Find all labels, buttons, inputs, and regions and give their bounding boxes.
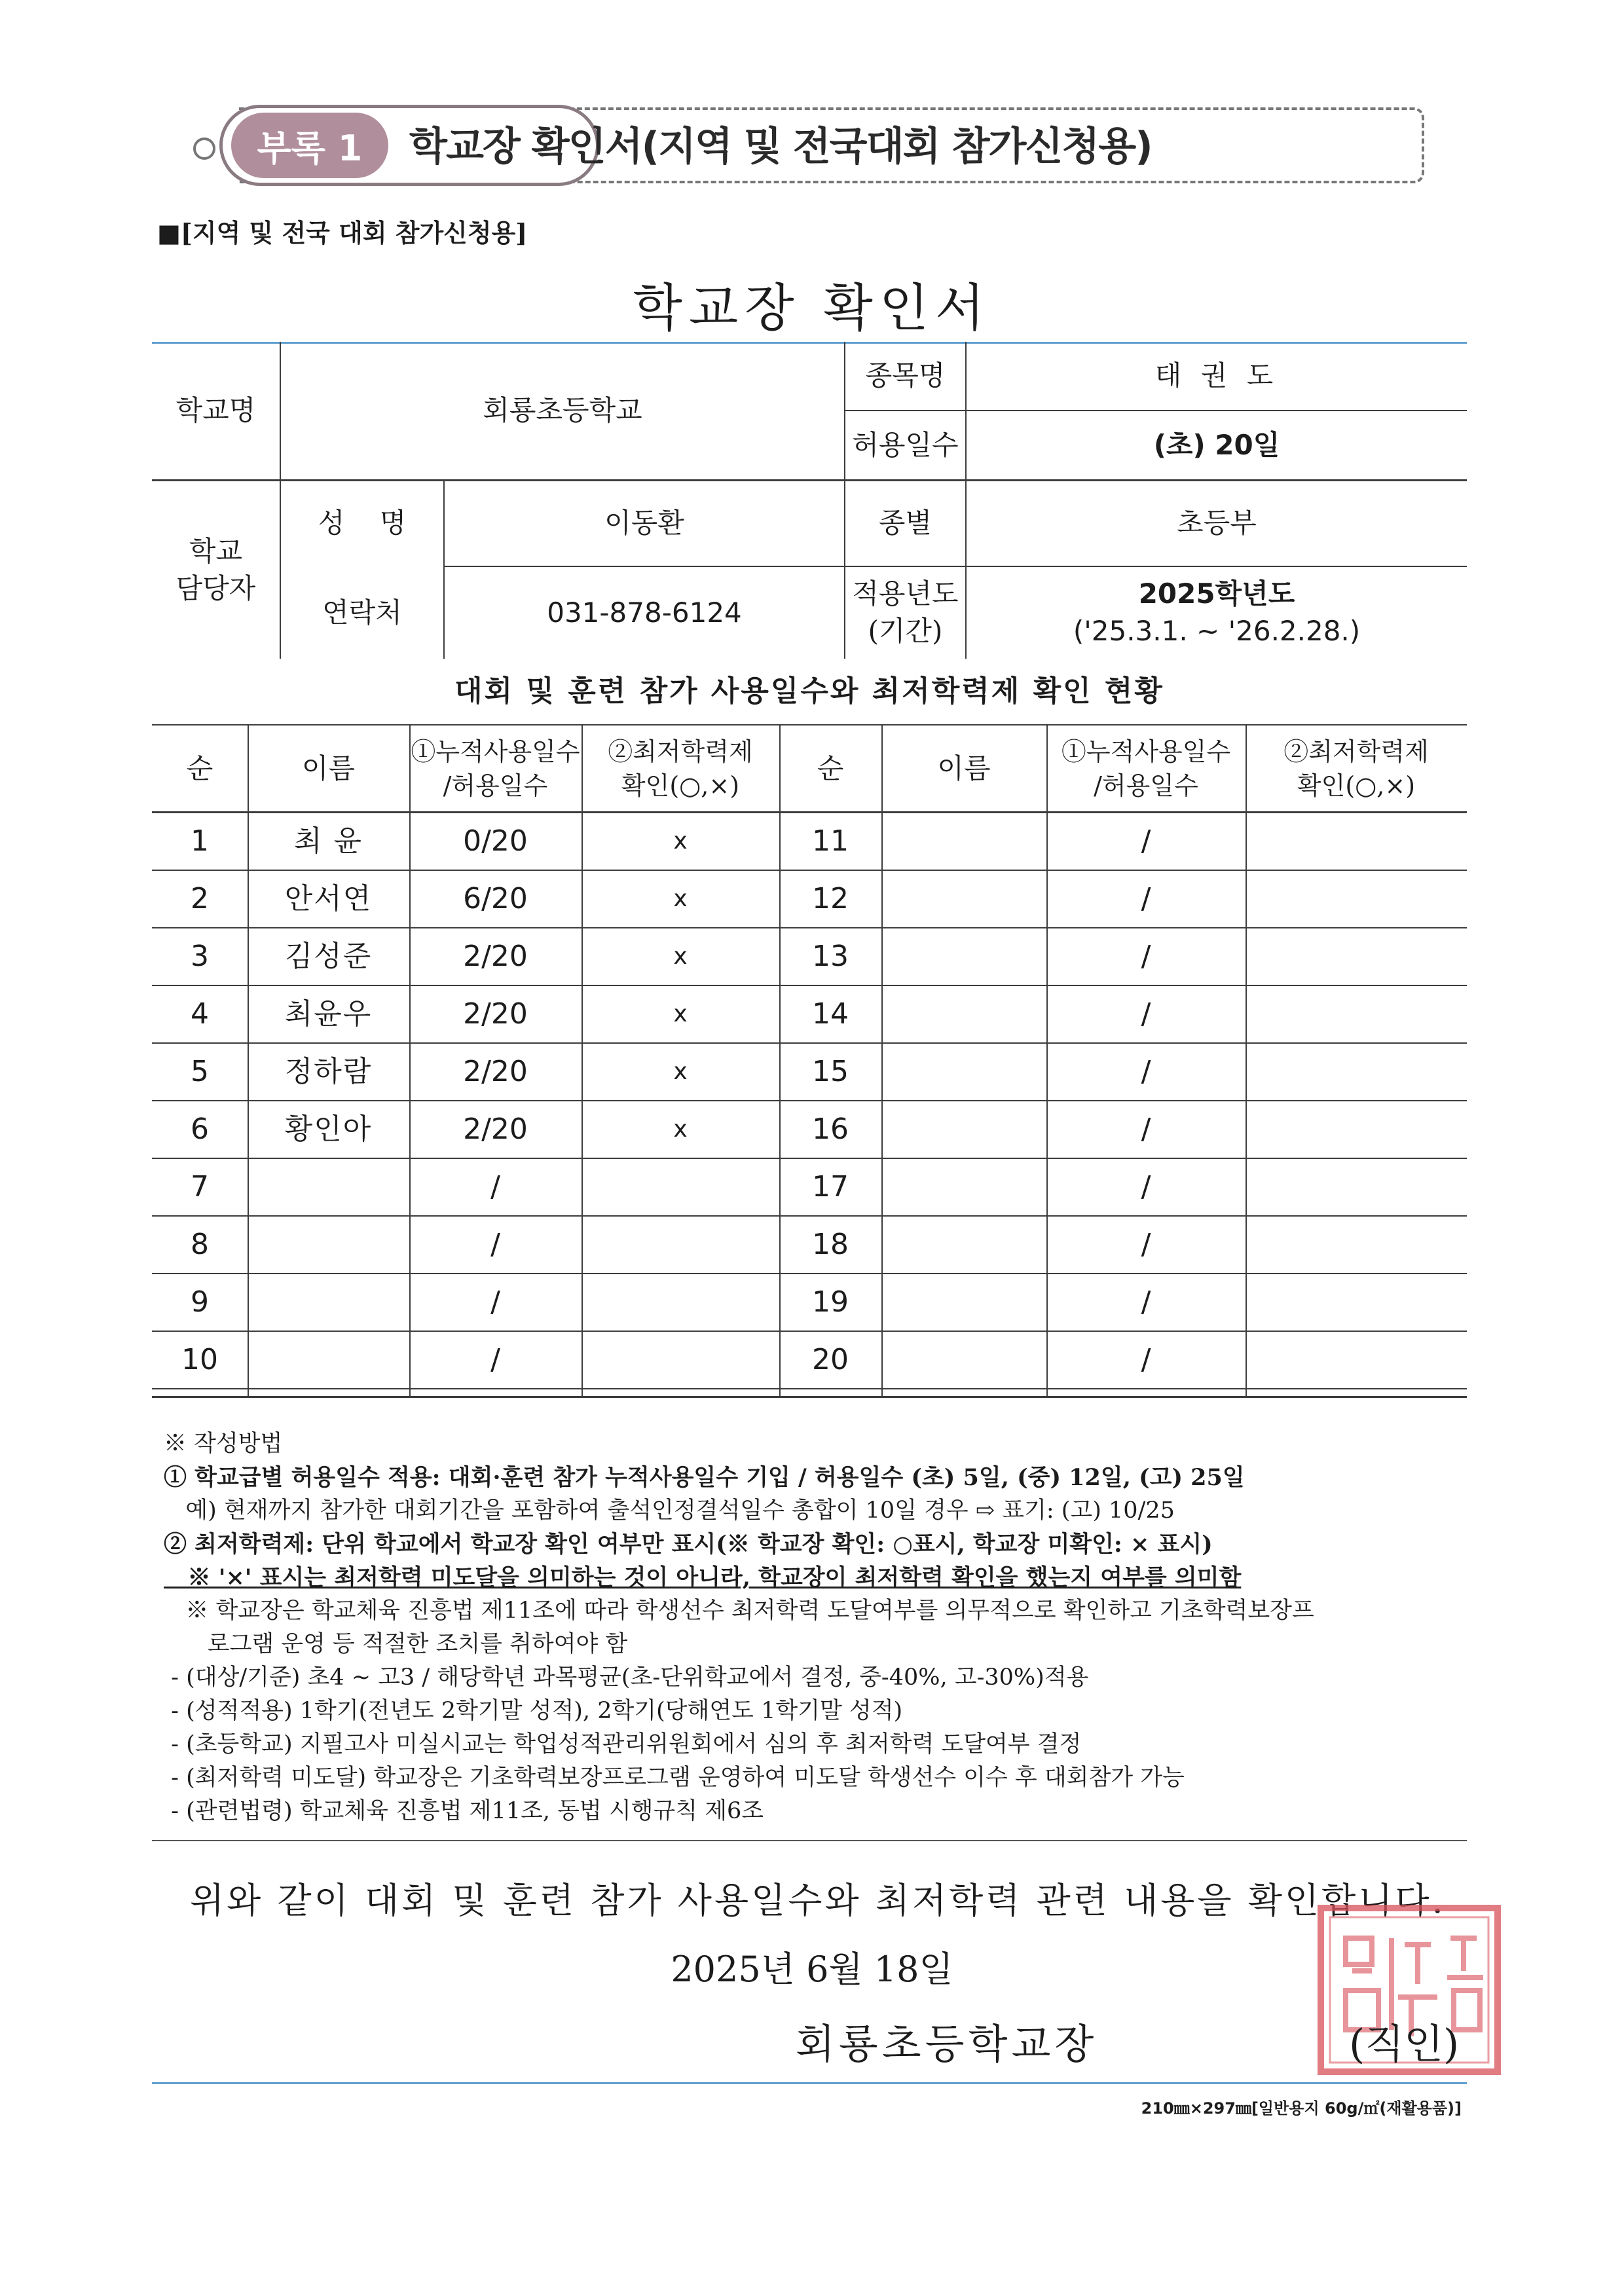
cell-days: / bbox=[1141, 1285, 1151, 1319]
ring-icon bbox=[193, 138, 215, 160]
cell-name bbox=[881, 986, 1046, 1042]
cell-name: 김성준 bbox=[284, 940, 373, 974]
cell-check bbox=[1246, 1217, 1467, 1273]
category-value: 초등부 bbox=[1177, 507, 1257, 540]
cell-name: 최윤우 bbox=[284, 997, 373, 1031]
cell-no: 7 bbox=[191, 1170, 209, 1204]
cell-name bbox=[248, 1217, 409, 1273]
cell-name bbox=[881, 928, 1046, 985]
event-value: 태 권 도 bbox=[1154, 359, 1279, 392]
note-line: ※ '×' 표시는 최저학력 미도달을 의미하는 것이 아니라, 학교장이 최저학력 확인을 했는지 여부를 의미함 bbox=[164, 1564, 1242, 1591]
cell-no: 2 bbox=[191, 882, 209, 916]
note-line: - (성적적용) 1학기(전년도 2학기말 성적), 2학기(당해연도 1학기말 성적) bbox=[164, 1698, 903, 1724]
cell-no: 9 bbox=[191, 1285, 209, 1319]
school-name-label: 학교명 bbox=[175, 394, 256, 426]
cell-days: 2/20 bbox=[463, 997, 528, 1031]
appendix-title: 학교장 확인서(지역 및 전국대회 참가신청용) bbox=[409, 124, 1152, 170]
info-table bbox=[152, 342, 1467, 659]
cell-check bbox=[1246, 1159, 1467, 1215]
cell-days: / bbox=[1141, 940, 1151, 974]
column-header: ①누적사용일수 /허용일수 bbox=[411, 737, 580, 800]
cell-check: x bbox=[673, 885, 688, 912]
cell-check: x bbox=[673, 942, 688, 970]
cell-no: 13 bbox=[812, 940, 849, 974]
note-line: 예) 현재까지 참가한 대회기간을 포함하여 출석인정결석일수 총합이 10일 경우 ⇨ 표기: (고) 10/25 bbox=[164, 1497, 1175, 1524]
cell-no: 15 bbox=[812, 1055, 849, 1089]
paper-spec: 210㎜×297㎜[일반용지 60g/㎡(재활용품)] bbox=[1141, 2099, 1462, 2118]
note-line: ② 최저학력제: 단위 학교에서 학교장 확인 여부만 표시(※ 학교장 확인: ○표시, 학교장 미확인: × 표시) bbox=[164, 1531, 1213, 1558]
cell-no: 17 bbox=[812, 1170, 849, 1204]
cell-days: / bbox=[1141, 882, 1151, 916]
cell-check: x bbox=[673, 1115, 688, 1143]
category-label: 종별 bbox=[878, 507, 932, 540]
cell-name: 황인아 bbox=[284, 1112, 373, 1147]
cell-no: 19 bbox=[812, 1285, 849, 1319]
cell-name: 최 윤 bbox=[294, 824, 363, 858]
cell-days: 0/20 bbox=[463, 824, 528, 858]
cell-days: 2/20 bbox=[463, 1112, 528, 1147]
cell-no: 16 bbox=[812, 1112, 849, 1147]
note-line: ※ 학교장은 학교체육 진흥법 제11조에 따라 학생선수 최저학력 도달여부를 의무적으로 확인하고 기초학력보장프 bbox=[164, 1598, 1314, 1624]
cell-days: / bbox=[1141, 1170, 1151, 1204]
cell-check: x bbox=[673, 1000, 688, 1027]
cell-check bbox=[1246, 813, 1467, 870]
cell-days: / bbox=[490, 1170, 500, 1204]
cell-check bbox=[1246, 1332, 1467, 1388]
cell-name bbox=[248, 1332, 409, 1388]
cell-check: x bbox=[673, 827, 688, 854]
column-header: 순 bbox=[817, 752, 844, 785]
cell-no: 4 bbox=[191, 997, 209, 1031]
applied-year-label: 적용년도 (기간) bbox=[852, 578, 959, 647]
column-header: 이름 bbox=[937, 752, 991, 785]
applied-year-value: 2025학년도 bbox=[1138, 578, 1295, 610]
column-header: ②최저학력제 확인(○,×) bbox=[608, 737, 753, 800]
cell-no: 6 bbox=[191, 1112, 209, 1147]
cell-check bbox=[1246, 1274, 1467, 1331]
cell-no: 20 bbox=[812, 1343, 849, 1377]
cell-check bbox=[581, 1217, 779, 1273]
school-name-value: 회룡초등학교 bbox=[483, 394, 642, 426]
cell-days: / bbox=[1141, 1343, 1151, 1377]
cell-name bbox=[881, 1159, 1046, 1215]
cell-check bbox=[1246, 986, 1467, 1042]
cell-no: 8 bbox=[191, 1228, 209, 1262]
applied-year-cell bbox=[967, 567, 1467, 659]
issue-date: 2025년 6월 18일 bbox=[671, 1949, 953, 1990]
cell-days: 2/20 bbox=[463, 1055, 528, 1089]
cell-no: 14 bbox=[812, 997, 849, 1031]
cell-check bbox=[581, 1332, 779, 1388]
confirmation-statement: 위와 같이 대회 및 훈련 참가 사용일수와 최저학력 관련 내용을 확인합니다. bbox=[190, 1880, 1446, 1921]
cell-check bbox=[1246, 871, 1467, 927]
cell-days: 2/20 bbox=[463, 940, 528, 974]
cell-no: 1 bbox=[191, 824, 209, 858]
cell-days: / bbox=[1141, 1055, 1151, 1089]
cell-no: 18 bbox=[812, 1228, 849, 1262]
cell-no: 3 bbox=[191, 940, 209, 974]
column-header: 이름 bbox=[301, 752, 356, 785]
cell-name bbox=[881, 1044, 1046, 1100]
status-table bbox=[152, 659, 1467, 1397]
cell-name bbox=[881, 1274, 1046, 1331]
manager-name-value: 이동환 bbox=[604, 507, 684, 540]
cell-name bbox=[881, 813, 1046, 870]
note-line: - (초등학교) 지필고사 미실시교는 학업성적관리위원회에서 심의 후 최저학력 도달여부 결정 bbox=[164, 1731, 1082, 1757]
appendix-badge: 부록 1 bbox=[231, 113, 388, 178]
note-line: - (대상/기준) 초4 ~ 고3 / 해당학년 과목평균(초-단위학교에서 결정, 중-40%, 고-30%)적용 bbox=[164, 1664, 1089, 1691]
cell-name bbox=[248, 1159, 409, 1215]
column-header: ①누적사용일수 /허용일수 bbox=[1061, 737, 1231, 800]
column-header: ②최저학력제 확인(○,×) bbox=[1283, 737, 1429, 800]
note-line: - (최저학력 미도달) 학교장은 기초학력보장프로그램 운영하여 미도달 학생선수 이수 후 대회참가 가능 bbox=[164, 1765, 1185, 1791]
cell-name bbox=[248, 1274, 409, 1331]
appendix-banner bbox=[193, 105, 1424, 186]
cell-name bbox=[881, 1217, 1046, 1273]
cell-no: 10 bbox=[181, 1343, 218, 1377]
seal-note: (직인) bbox=[1349, 2020, 1460, 2068]
cell-check bbox=[1246, 1044, 1467, 1100]
cell-no: 11 bbox=[812, 824, 849, 858]
principal-name: 회룡초등학교장 bbox=[796, 2020, 1098, 2068]
note-line: 로그램 운영 등 적절한 조치를 취하여야 함 bbox=[164, 1631, 628, 1657]
cell-name bbox=[881, 1332, 1046, 1388]
note-line: ① 학교급별 허용일수 적용: 대회·훈련 참가 누적사용일수 기입 / 허용일수 (초) 5일, (중) 12일, (고) 25일 bbox=[164, 1464, 1245, 1491]
note-line: - (관련법령) 학교체육 진흥법 제11조, 동법 시행규칙 제6조 bbox=[164, 1798, 764, 1824]
cell-days: / bbox=[490, 1228, 500, 1262]
allowed-days-label: 허용일수 bbox=[852, 428, 959, 461]
column-header: 순 bbox=[186, 752, 213, 785]
cell-check bbox=[581, 1159, 779, 1215]
cell-check: x bbox=[673, 1057, 688, 1085]
cell-days: / bbox=[1141, 1112, 1151, 1147]
cell-check bbox=[1246, 1101, 1467, 1158]
note-line: ※ 작성방법 bbox=[164, 1431, 283, 1457]
manager-label: 학교 담당자 bbox=[175, 534, 256, 604]
cell-days: / bbox=[1141, 1228, 1151, 1262]
section-note: ■[지역 및 전국 대회 참가신청용] bbox=[157, 218, 528, 248]
cell-days: / bbox=[490, 1285, 500, 1319]
cell-name: 정하람 bbox=[284, 1055, 373, 1089]
cell-days: / bbox=[490, 1343, 500, 1377]
applied-period-value: ('25.3.1. ~ '26.2.28.) bbox=[1073, 615, 1361, 647]
cell-no: 12 bbox=[812, 882, 849, 916]
document-title: 학교장 확인서 bbox=[633, 279, 991, 338]
cell-days: 6/20 bbox=[463, 882, 528, 916]
allowed-days-value: (초) 20일 bbox=[1153, 428, 1280, 461]
cell-days: / bbox=[1141, 824, 1151, 858]
event-label: 종목명 bbox=[865, 359, 946, 392]
cell-name bbox=[881, 871, 1046, 927]
contact-value: 031-878-6124 bbox=[547, 596, 742, 629]
manager-name-label: 성 명 bbox=[318, 507, 407, 540]
status-heading: 대회 및 훈련 참가 사용일수와 최저학력제 확인 현황 bbox=[454, 674, 1164, 708]
cell-no: 5 bbox=[191, 1055, 209, 1089]
cell-check bbox=[581, 1274, 779, 1331]
writing-instructions bbox=[164, 1427, 1473, 1828]
cell-check bbox=[1246, 928, 1467, 985]
contact-label: 연락처 bbox=[322, 596, 402, 629]
cell-name: 안서연 bbox=[284, 882, 373, 916]
cell-name bbox=[881, 1101, 1046, 1158]
cell-days: / bbox=[1141, 997, 1151, 1031]
